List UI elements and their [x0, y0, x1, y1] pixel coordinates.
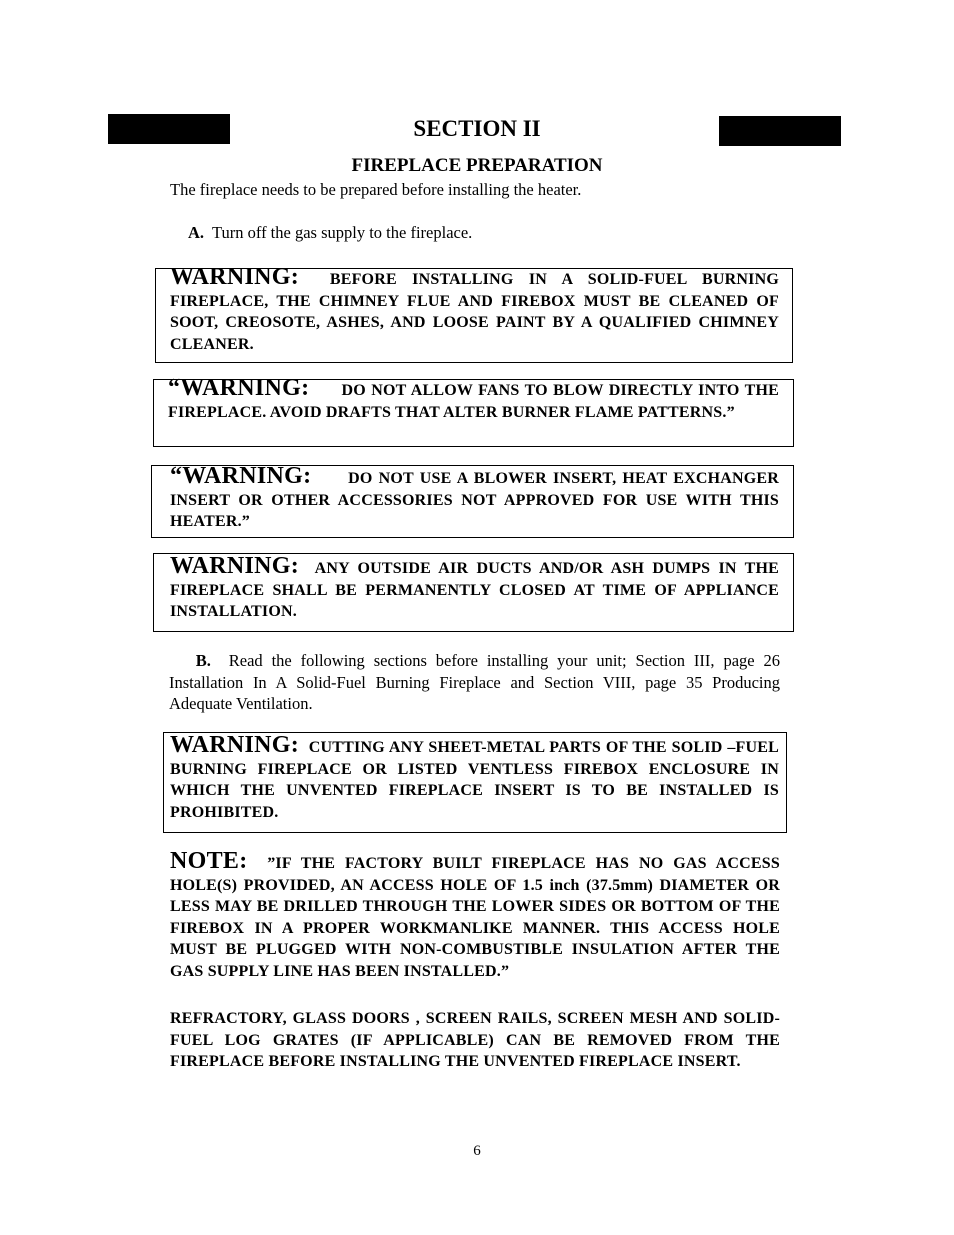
warning-5-heading: WARNING: — [170, 732, 300, 758]
step-b — [169, 650, 780, 715]
warning-box-1 — [155, 264, 793, 363]
warning-4-content — [170, 553, 779, 623]
note-text: ”IF THE FACTORY BUILT FIREPLACE HAS NO GAS ACCESS HOLE(S) PROVIDED, AN ACCESS HOLE OF 1.5 inch (37.5mm) DIAMETER OR LESS MAY BE DRILLED THROUGH THE LOWER SIDES OR BOTTOM OF THE FIREBOX IN A PROPER WORKMANLIKE MANNER. THIS ACCESS HOLE MUST BE PLUGGED WITH NON-COMBUSTIBLE INSULATION AFTER THE GAS SUPPLY LINE HAS BEEN INSTALLED.” — [170, 855, 780, 980]
warning-5-text: CUTTING ANY SHEET-METAL PARTS OF THE SOLID –FUEL BURNING FIREPLACE OR LISTED VENTLESS FIREBOX ENCLOSURE IN WHICH THE UNVENTED FIREPLACE INSERT IS TO BE INSTALLED IS PROHIBITED. — [170, 739, 779, 821]
note-block — [170, 848, 780, 982]
page-number: 6 — [473, 1143, 481, 1159]
warning-1-content — [170, 264, 780, 355]
intro-text: The fireplace needs to be prepared before installing the heater. — [170, 180, 582, 199]
section-title: SECTION II — [413, 116, 541, 141]
warning-5-content — [170, 732, 779, 823]
note-followup: REFRACTORY, GLASS DOORS , SCREEN RAILS, SCREEN MESH AND SOLID-FUEL LOG GRATES (IF APPLICABLE) CAN BE REMOVED FROM THE FIREPLACE BEFORE INSTALLING THE UNVENTED FIREPLACE INSERT. — [170, 1010, 780, 1070]
warning-1-heading: WARNING: — [170, 264, 300, 290]
step-a-label: A. — [188, 223, 205, 242]
warning-box-5 — [163, 732, 787, 833]
warning-box-2 — [153, 375, 794, 447]
warning-2-heading: “WARNING: — [168, 375, 310, 401]
warning-2-content — [168, 375, 780, 423]
warning-box-4 — [153, 553, 794, 632]
warning-3-heading: “WARNING: — [170, 463, 312, 489]
page-subtitle: FIREPLACE PREPARATION — [351, 155, 603, 176]
warning-1-text: BEFORE INSTALLING IN A SOLID-FUEL BURNING FIREPLACE, THE CHIMNEY FLUE AND FIREBOX MUST BE CLEANED OF SOOT, CREOSOTE, ASHES, AND LOOSE PAINT BY A QUALIFIED CHIMNEY CLEANER. — [170, 271, 780, 353]
warning-3-content — [170, 463, 780, 533]
step-a — [188, 222, 788, 244]
warning-3-text: DO NOT USE A BLOWER INSERT, HEAT EXCHANGER INSERT OR OTHER ACCESSORIES NOT APPROVED FOR USE WITH THIS HEATER.” — [170, 470, 780, 530]
warning-2-text: DO NOT ALLOW FANS TO BLOW DIRECTLY INTO THE FIREPLACE. AVOID DRAFTS THAT ALTER BURNER FLAME PATTERNS.” — [168, 382, 780, 421]
step-b-label: B. — [195, 651, 211, 670]
warning-box-3 — [151, 465, 794, 538]
warning-4-text: ANY OUTSIDE AIR DUCTS AND/OR ASH DUMPS IN THE FIREPLACE SHALL BE PERMANENTLY CLOSED AT TIME OF APPLIANCE INSTALLATION. — [170, 560, 779, 620]
step-a-text: Turn off the gas supply to the fireplace. — [212, 223, 473, 242]
step-b-text: Read the following sections before installing your unit; Section III, page 26 Installation In A Solid-Fuel Burning Fireplace and Section VIII, page 35 Producing Adequate Ventilation. — [169, 651, 781, 713]
warning-4-heading: WARNING: — [170, 553, 300, 579]
note-heading: NOTE: — [170, 848, 248, 874]
